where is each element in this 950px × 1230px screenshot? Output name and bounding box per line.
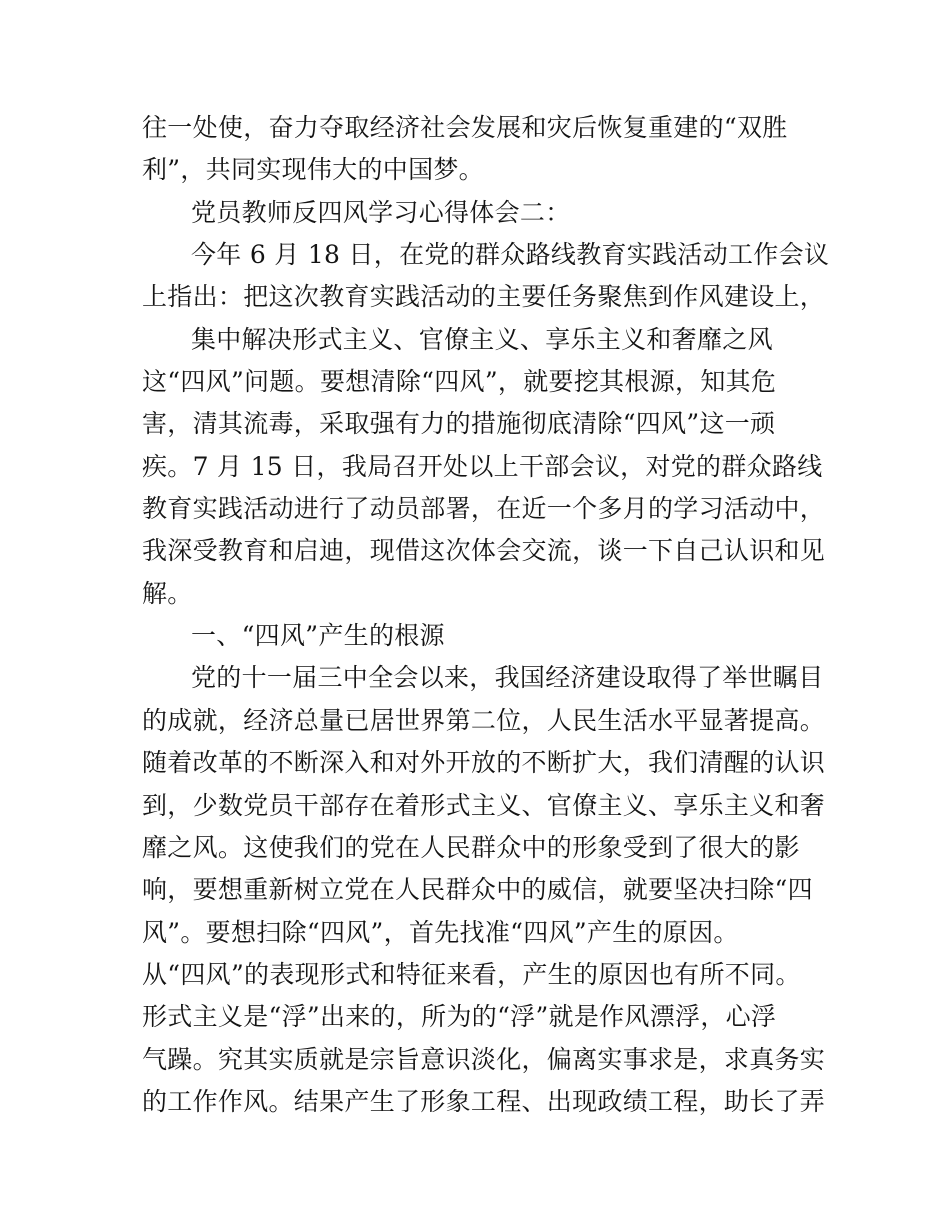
text-line: 上指出：把这次教育实践活动的主要任务聚焦到作风建设上，	[142, 282, 826, 312]
text-line: 教育实践活动进行了动员部署，在近一个多月的学习活动中，	[142, 494, 826, 524]
text-line: 随着改革的不断深入和对外开放的不断扩大，我们清醒的认识	[142, 748, 826, 778]
text-line: 风”。要想扫除“四风”，首先找准“四风”产生的原因。	[142, 917, 739, 947]
text-line: 一、“四风”产生的根源	[191, 621, 445, 651]
text-line: 今年 6 月 18 日，在党的群众路线教育实践活动工作会议	[191, 240, 830, 270]
text-line: 党的十一届三中全会以来，我国经济建设取得了举世瞩目	[191, 663, 824, 693]
text-line: 疾。7 月 15 日，我局召开处以上干部会议，对党的群众路线	[142, 451, 823, 481]
text-line: 响，要想重新树立党在人民群众中的威信，就要坚决扫除“四	[142, 875, 813, 905]
text-line: 从“四风”的表现形式和特征来看，产生的原因也有所不同。	[142, 959, 801, 989]
text-line: 这“四风”问题。要想清除“四风”，就要挖其根源，知其危	[142, 367, 777, 397]
text-line: 形式主义是“浮”出来的，所为的“浮”就是作风漂浮，心浮	[142, 1002, 777, 1032]
text-line: 解。	[142, 578, 193, 608]
text-line: 集中解决形式主义、官僚主义、享乐主义和奢靡之风	[191, 324, 773, 354]
text-line: 往一处使，奋力夺取经济社会发展和灾后恢复重建的“双胜	[142, 113, 788, 142]
text-line: 靡之风。这使我们的党在人民群众中的形象受到了很大的影	[142, 832, 800, 862]
text-line: 的工作作风。结果产生了形象工程、出现政绩工程，助长了弄	[142, 1086, 826, 1116]
text-line: 害，清其流毒，采取强有力的措施彻底清除“四风”这一顽	[142, 409, 776, 439]
text-line: 气躁。究其实质就是宗旨意识淡化，偏离实事求是，求真务实	[142, 1044, 826, 1074]
text-line: 我深受教育和启迪，现借这次体会交流，谈一下自己认识和见	[142, 536, 826, 566]
text-line: 到，少数党员干部存在着形式主义、官僚主义、享乐主义和奢	[142, 790, 826, 820]
text-line: 的成就，经济总量已居世界第二位，人民生活水平显著提高。	[142, 705, 826, 735]
text-line: 利”，共同实现伟大的中国梦。	[142, 155, 484, 185]
text-line: 党员教师反四风学习心得体会二：	[191, 197, 571, 227]
document-body	[142, 107, 830, 1123]
